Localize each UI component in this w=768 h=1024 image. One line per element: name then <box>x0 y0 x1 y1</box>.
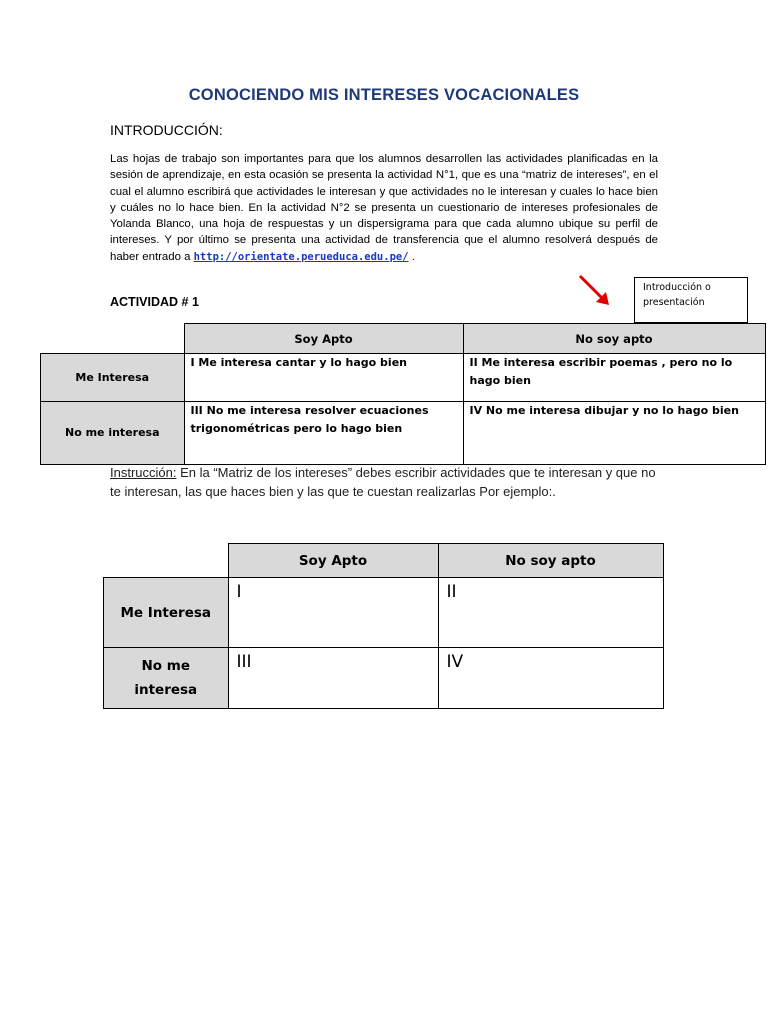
col-header-soy-apto: Soy Apto <box>228 544 438 578</box>
intro-paragraph <box>110 151 658 265</box>
row-header-me-interesa: Me Interesa <box>104 578 229 648</box>
matrix-cell-i: I Me interesa cantar y lo hago bien <box>184 354 463 402</box>
intro-heading: INTRODUCCIÓN: <box>110 122 223 138</box>
col-header-no-soy-apto: No soy apto <box>463 324 765 354</box>
instruction-label: Instrucción: <box>110 465 177 480</box>
row-header-me-interesa: Me Interesa <box>41 354 185 402</box>
instruction-text: En la “Matriz de los intereses” debes escribir actividades que te interesan y que no te interesan, las que haces bien y las que te cuestan realizarlas Por ejemplo:. <box>110 465 656 499</box>
instruction-paragraph <box>110 463 670 501</box>
matrix-cell-iii: III <box>228 648 438 709</box>
matrix-cell-ii: II <box>438 578 663 648</box>
matrix-corner <box>41 324 185 354</box>
intro-text: Las hojas de trabajo son importantes para que los alumnos desarrollen las actividades planificadas en la sesión de aprendizaje, en esta ocasión se presenta la actividad N°1, que es una “matriz de intereses”, en el cual el alumno escribirá que actividades le interesan y que actividades no le interesan y cuales lo hace bien y cuáles no lo hace bien. En la actividad N°2 se presenta un cuestionario de intereses profesionales de Yolanda Blanco, una hoja de respuestas y un dispersigrama para que cada alumno ubique su perfil de intereses. Y por último se presenta una actividad de transferencia que el alumno resolverá después de haber entrado a <box>110 153 658 263</box>
matrix-cell-ii: II Me interesa escribir poemas , pero no lo hago bien <box>463 354 765 402</box>
row-header-no-me-interesa: No me interesa <box>41 402 185 465</box>
col-header-soy-apto: Soy Apto <box>184 324 463 354</box>
interest-matrix-blank <box>103 543 664 709</box>
matrix-cell-i: I <box>228 578 438 648</box>
interest-matrix-example <box>40 323 766 465</box>
matrix-cell-iv: IV <box>438 648 663 709</box>
matrix-cell-iii: III No me interesa resolver ecuaciones trigonométricas pero lo hago bien <box>184 402 463 465</box>
intro-tail: . <box>408 250 415 263</box>
activity-heading: ACTIVIDAD # 1 <box>110 295 199 309</box>
callout-box: Introducción o presentación <box>634 277 748 323</box>
matrix-cell-iv: IV No me interesa dibujar y no lo hago bien <box>463 402 765 465</box>
page-title: CONOCIENDO MIS INTERESES VOCACIONALES <box>188 86 580 104</box>
row-header-no-me-interesa: No me interesa <box>104 648 229 709</box>
intro-link[interactable]: http://orientate.perueduca.edu.pe/ <box>193 250 409 263</box>
matrix-corner <box>104 544 229 578</box>
col-header-no-soy-apto: No soy apto <box>438 544 663 578</box>
red-arrow-icon <box>576 272 616 312</box>
